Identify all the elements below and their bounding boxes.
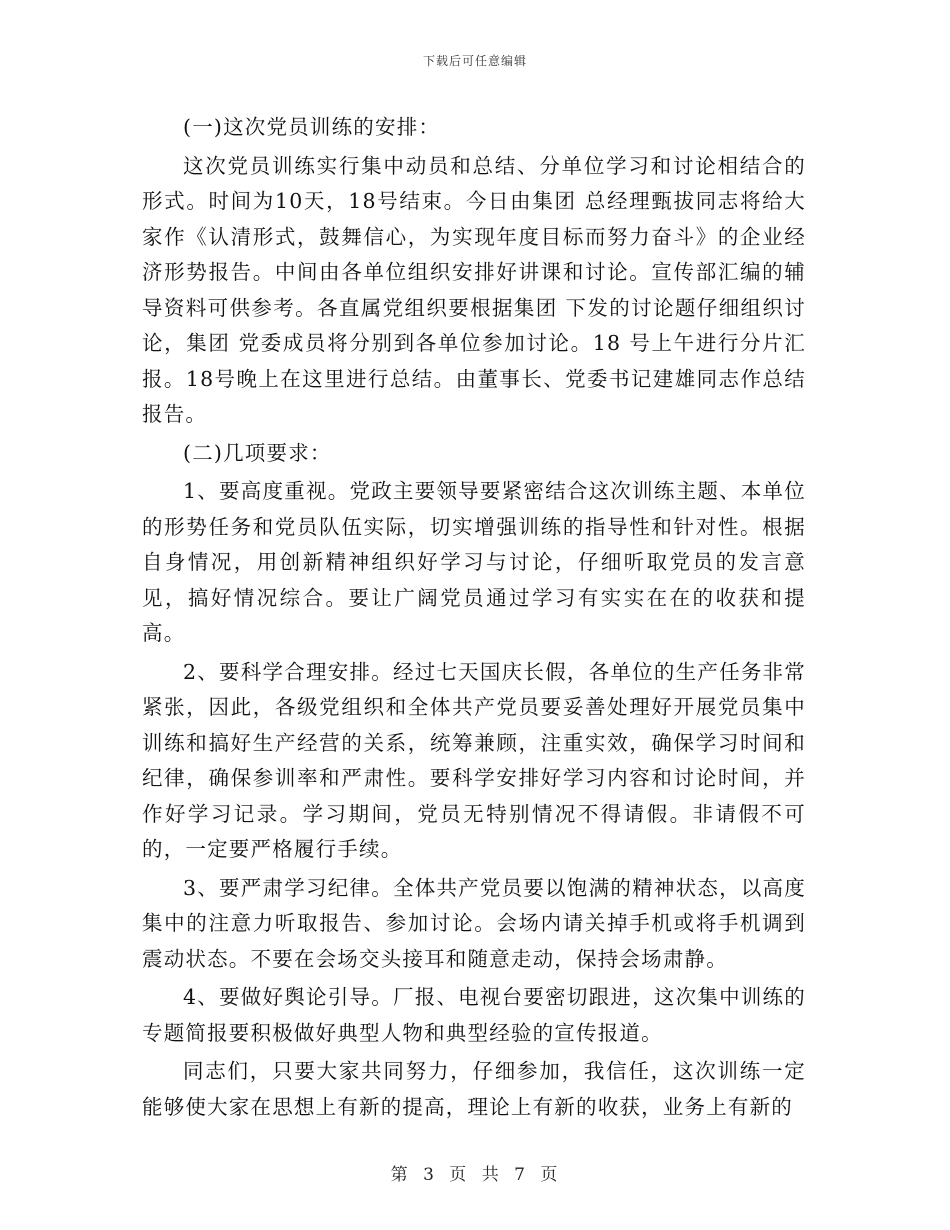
section-heading-requirements: (二)几项要求： [183,440,332,465]
page-number: 第 3 页 共 7 页 [390,1165,560,1185]
section-heading-arrangement: (一)这次党员训练的安排： [183,115,441,139]
paragraph-requirement-2: 2、要科学合理安排。经过七天国庆长假，各单位的生产任务非常紧张，因此，各级党组织和全体共产党员要妥善处理好开展党员集中训练和搞好生产经营的关系，统筹兼顾，注重实效，确保学习时间和纪律，确保参训率和严肃性。要科学安排好学习内容和讨论时间，并作好学习记录。学习期间，党员无特别情况不得请假。非请假不可的，一定要严格履行手续。 [142,659,806,861]
document-body [142,110,806,1128]
paragraph-closing: 同志们，只要大家共同努力，仔细参加，我信任，这次训练一定能够使大家在思想上有新的提高，理论上有新的收获，业务上有新的 [142,1059,806,1119]
paragraph-requirement-4: 4、要做好舆论引导。厂报、电视台要密切跟进，这次集中训练的专题简报要积极做好典型人物和典型经验的宣传报道。 [142,985,806,1045]
header-note: 下载后可任意编辑 [422,54,527,68]
paragraph-requirement-3: 3、要严肃学习纪律。全体共产党员要以饱满的精神状态，以高度集中的注意力听取报告、参加讨论。会场内请关掉手机或将手机调到震动状态。不要在会场交头接耳和随意走动，保持会场肃静。 [142,875,806,971]
paragraph-requirement-1: 1、要高度重视。党政主要领导要紧密结合这次训练主题、本单位的形势任务和党员队伍实际，切实增强训练的指导性和针对性。根据自身情况，用创新精神组织好学习与讨论，仔细听取党员的发言意见，搞好情况综合。要让广阔党员通过学习有实实在在的收获和提高。 [142,479,806,645]
paragraph-arrangement-details: 这次党员训练实行集中动员和总结、分单位学习和讨论相结合的形式。时间为10天，18号结束。今日由集团 总经理甄拔同志将给大家作《认清形式，鼓舞信心，为实现年度目标而努力奋斗》的企业经济形势报告。中间由各单位组织安排好讲课和讨论。宣传部汇编的辅导资料可供参考。各直属党组织要根据集团 下发的讨论题仔细组织讨论，集团 党委成员将分别到各单位参加讨论。18 号上午进行分片汇报。18号晚上在这里进行总结。由董事长、党委书记建雄同志作总结报告。 [142,153,806,426]
